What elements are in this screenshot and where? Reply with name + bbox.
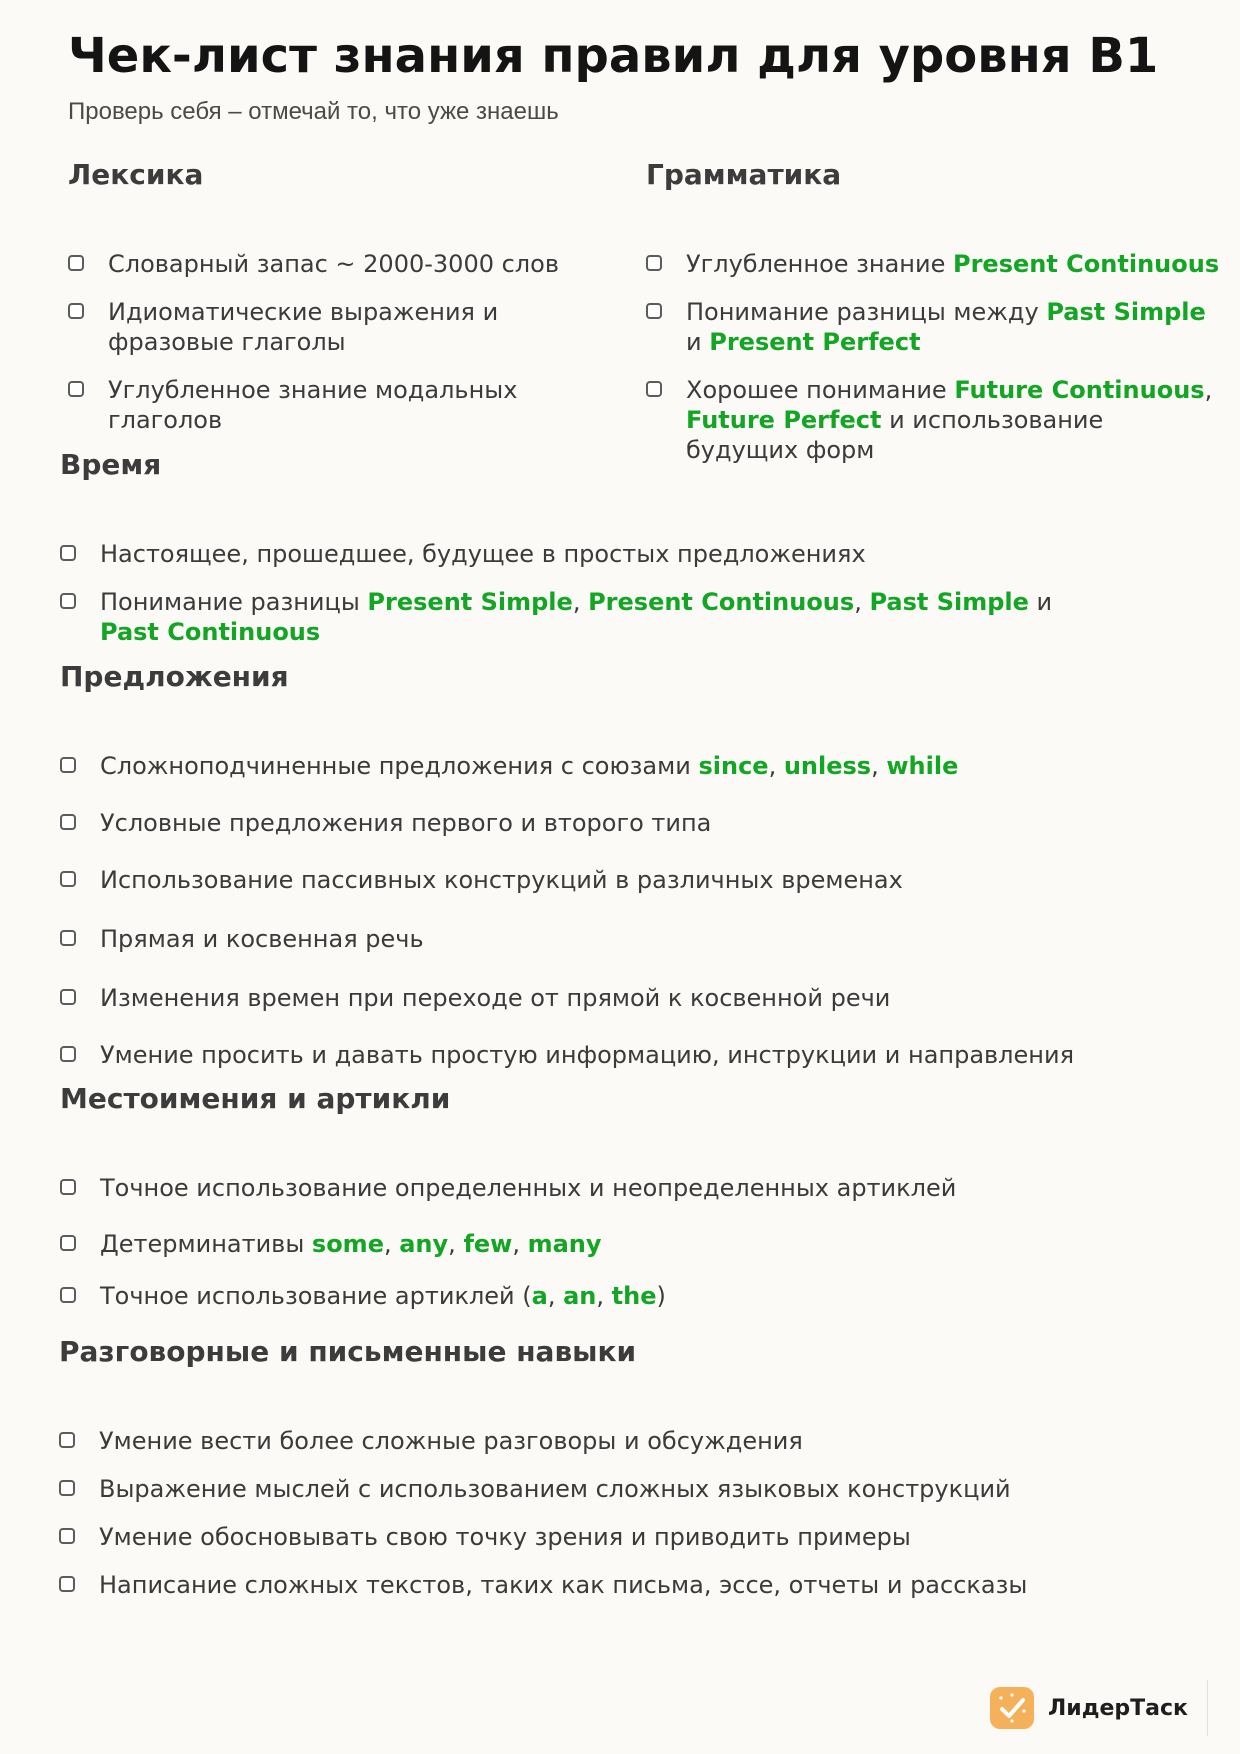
checklist-item	[60, 1173, 956, 1203]
section-title-grammar: Грамматика	[646, 158, 842, 191]
item-text-segment: Понимание разницы между	[686, 298, 1047, 326]
checkbox[interactable]	[60, 1046, 76, 1062]
checklist-item	[68, 249, 559, 279]
checklist-item-text	[60, 587, 1052, 647]
item-text-segment: ,	[871, 752, 887, 780]
item-text-segment: и использование	[881, 406, 1104, 434]
checkbox[interactable]	[60, 545, 76, 561]
checklist-item-text	[60, 539, 866, 569]
item-text-segment: ,	[854, 588, 870, 616]
item-text-segment: ,	[1204, 376, 1213, 404]
item-text-segment: фразовые глаголы	[108, 328, 346, 356]
brand-name: ЛидерТаск	[1048, 1695, 1188, 1721]
page-subtitle: Проверь себя – отмечай то, что уже знаешь	[68, 98, 559, 125]
checklist-item	[59, 1426, 803, 1456]
checkbox[interactable]	[60, 757, 76, 773]
checklist-item	[60, 539, 866, 569]
checklist-item	[646, 375, 1212, 465]
checklist-item	[646, 249, 1219, 279]
item-text-segment: Понимание разницы	[100, 588, 368, 616]
checklist-item-text	[59, 1426, 803, 1456]
checklist-item	[60, 865, 903, 895]
checklist-item-text	[60, 1040, 1074, 1070]
item-text-segment: ,	[383, 1230, 400, 1258]
checklist-item-text	[60, 924, 424, 954]
highlight-term: Present Perfect	[709, 328, 921, 356]
checklist-item	[60, 1229, 602, 1259]
item-text-segment: Идиоматические выражения и	[108, 298, 499, 326]
checklist-item	[60, 808, 711, 838]
checklist-item	[59, 1522, 911, 1552]
checklist-item-text	[60, 1173, 956, 1203]
item-text-segment: Умение вести более сложные разговоры и обсуждения	[99, 1427, 803, 1455]
highlight-term: a	[531, 1282, 548, 1310]
checkbox[interactable]	[60, 593, 76, 609]
page-title: Чек-лист знания правил для уровня B1	[68, 28, 1159, 84]
checkbox[interactable]	[59, 1576, 75, 1592]
checklist-item	[60, 751, 958, 781]
highlight-term: while	[886, 752, 959, 780]
checklist-item-text	[60, 808, 711, 838]
section-sentences	[60, 660, 1075, 1069]
highlight-term: Future Perfect	[686, 406, 882, 434]
highlight-term: Past Simple	[1046, 298, 1206, 326]
checkbox[interactable]	[68, 255, 84, 271]
item-text-segment: Прямая и косвенная речь	[100, 925, 424, 953]
section-title-pronouns: Местоимения и артикли	[60, 1082, 451, 1115]
highlight-term: an	[563, 1282, 597, 1310]
highlight-term: many	[527, 1230, 602, 1258]
checklist-item	[60, 587, 1052, 647]
checkbox[interactable]	[60, 814, 76, 830]
checkbox[interactable]	[646, 255, 662, 271]
brand	[990, 1686, 1188, 1730]
checklist-item	[60, 983, 890, 1013]
checklist-item-text	[646, 249, 1219, 279]
item-text-segment: ,	[572, 588, 589, 616]
checkbox[interactable]	[60, 1179, 76, 1195]
item-text-segment: Углубленное знание модальных	[108, 376, 518, 404]
checklist-item-text	[646, 297, 1206, 357]
item-text-segment: ,	[768, 752, 784, 780]
item-text-segment: Использование пассивных конструкций в различных временах	[100, 866, 903, 894]
item-text-segment: Условные предложения первого и второго типа	[100, 809, 712, 837]
item-text-segment: ,	[547, 1282, 564, 1310]
checkbox[interactable]	[646, 303, 662, 319]
checklist-item-text	[68, 297, 498, 357]
checklist-item-text	[59, 1522, 911, 1552]
highlight-term: Past Continuous	[100, 618, 321, 646]
section-grammar	[646, 158, 1220, 464]
item-text-segment: Настоящее, прошедшее, будущее в простых предложениях	[100, 540, 866, 568]
item-text-segment: и	[1028, 588, 1053, 616]
section-title-sentences: Предложения	[60, 660, 289, 693]
item-text-segment: )	[656, 1282, 666, 1310]
checklist-item-text	[59, 1474, 1011, 1504]
checkbox[interactable]	[646, 381, 662, 397]
item-text-segment: Написание сложных текстов, таких как письма, эссе, отчеты и рассказы	[99, 1571, 1028, 1599]
section-skills	[59, 1335, 1028, 1599]
checklist-item	[60, 1281, 666, 1311]
highlight-term: Present Simple	[367, 588, 573, 616]
checklist-item-text	[60, 983, 890, 1013]
checkbox[interactable]	[60, 871, 76, 887]
item-text-segment: Точное использование определенных и неопределенных артиклей	[100, 1174, 957, 1202]
section-title-lexicon: Лексика	[68, 158, 204, 191]
checklist-item-text	[59, 1570, 1027, 1600]
section-pronouns	[60, 1082, 957, 1310]
checklist-logo-icon	[990, 1687, 1034, 1729]
item-text-segment: Сложноподчиненные предложения с союзами	[100, 752, 699, 780]
item-text-segment: Хорошее понимание	[686, 376, 955, 404]
checklist-item	[59, 1474, 1011, 1504]
item-text-segment: Точное использование артиклей (	[100, 1282, 532, 1310]
item-text-segment: ,	[448, 1230, 464, 1258]
checklist-item-text	[60, 1281, 666, 1311]
item-text-segment: Словарный запас ~ 2000-3000 слов	[108, 250, 559, 278]
section-title-skills: Разговорные и письменные навыки	[59, 1335, 637, 1368]
checkbox[interactable]	[59, 1480, 75, 1496]
item-text-segment: ,	[512, 1230, 528, 1258]
highlight-term: Future Continuous	[954, 376, 1205, 404]
item-text-segment: и	[686, 328, 710, 356]
checklist-item-text	[60, 1229, 602, 1259]
checkbox[interactable]	[59, 1528, 75, 1544]
highlight-term: some	[311, 1230, 384, 1258]
highlight-term: Past Simple	[869, 588, 1029, 616]
section-lexicon	[68, 158, 559, 434]
highlight-term: unless	[783, 752, 872, 780]
checkbox[interactable]	[60, 1287, 76, 1303]
highlight-term: Present Continuous	[588, 588, 855, 616]
checkbox[interactable]	[60, 989, 76, 1005]
checklist-item-text	[68, 249, 559, 279]
checkbox[interactable]	[68, 303, 84, 319]
item-text-segment: Изменения времен при переходе от прямой к косвенной речи	[100, 984, 891, 1012]
divider	[1207, 1680, 1208, 1736]
highlight-term: the	[611, 1282, 657, 1310]
item-text-segment: Углубленное знание	[686, 250, 953, 278]
checkbox[interactable]	[60, 930, 76, 946]
checkbox[interactable]	[59, 1432, 75, 1448]
item-text-segment: Детерминативы	[100, 1230, 312, 1258]
item-text-segment: Умение обосновывать свою точку зрения и приводить примеры	[99, 1523, 911, 1551]
checklist-item-text	[60, 751, 958, 781]
item-text-segment: глаголов	[108, 406, 223, 434]
item-text-segment: будущих форм	[686, 436, 875, 464]
item-text-segment: Выражение мыслей с использованием сложных языковых конструкций	[99, 1475, 1011, 1503]
checklist-item	[68, 375, 517, 435]
checklist-item	[59, 1570, 1027, 1600]
checklist-item	[68, 297, 498, 357]
checklist-item-text	[68, 375, 517, 435]
item-text-segment: Умение просить и давать простую информацию, инструкции и направления	[100, 1041, 1075, 1069]
item-text-segment: ,	[596, 1282, 612, 1310]
checklist-item-text	[646, 375, 1212, 465]
checklist-item	[646, 297, 1206, 357]
highlight-term: Present Continuous	[953, 250, 1220, 278]
checklist-item	[60, 1040, 1074, 1070]
section-title-tense: Время	[60, 448, 162, 481]
checklist-item-text	[60, 865, 903, 895]
checkbox[interactable]	[60, 1235, 76, 1251]
highlight-term: any	[399, 1230, 449, 1258]
highlight-term: since	[698, 752, 769, 780]
highlight-term: few	[463, 1230, 513, 1258]
checkbox[interactable]	[68, 381, 84, 397]
checklist-item	[60, 924, 424, 954]
